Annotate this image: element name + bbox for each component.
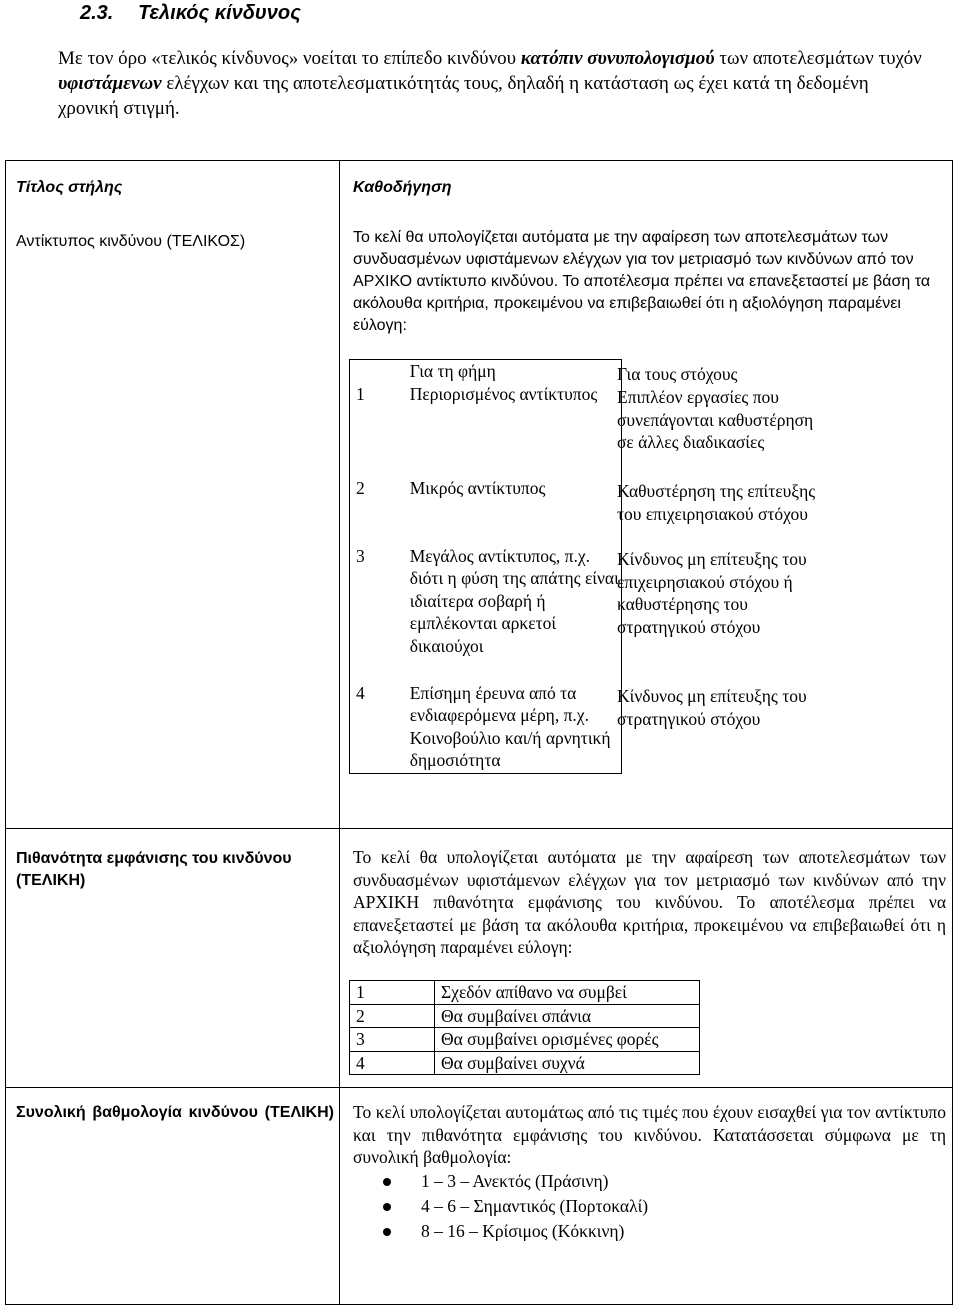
impact-reputation-2: Μικρός αντίκτυπος: [409, 477, 546, 498]
section-heading: [80, 0, 301, 26]
impact-objectives-column: [617, 363, 817, 730]
likelihood-criteria-table: [349, 980, 700, 1075]
bullet-icon: [383, 1203, 391, 1211]
score-bullets: [353, 1170, 853, 1245]
row-text-likelihood: Το κελί θα υπολογίζεται αυτόματα με την αφαίρεση των αποτελεσμάτων των συνδυασμένων υφιστάμενων ελέγχων για τον μετριασμό των κινδύνων από την ΑΡΧΙΚΗ πιθανότητα εμφάνισης του κινδύνου. Το αποτέλεσμα πρέπει να επανεξεταστεί με βάση τα ακόλουθα κριτήρια, προκειμένου να επιβεβαιωθεί ότι η αξιολόγηση παραμένει εύλογη:: [353, 847, 946, 957]
impact-reputation-4: Επίσημη έρευνα από τα ενδιαφερόμενα μέρη, π.χ. Κοινοβούλιο και/ή αρνητική δημοσιότητα: [409, 682, 611, 770]
row-label-overall: [16, 1102, 334, 1124]
impact-objectives-4: Κίνδυνος μη επίτευξης του στρατηγικού στόχου: [617, 686, 807, 729]
row-label-impact: Αντίκτυπος κινδύνου (ΤΕΛΙΚΟΣ): [16, 233, 246, 250]
impact-header-reputation: Για τη φήμη: [409, 361, 496, 381]
impact-level-2: 2: [356, 477, 365, 498]
intro-bold-1: κατόπιν συνυπολογισμού: [520, 48, 715, 69]
row-divider: [6, 828, 952, 829]
impact-level-1: 1: [356, 383, 365, 404]
row-divider: [6, 1087, 952, 1088]
intro-paragraph: [58, 46, 926, 121]
score-bullet-1: [353, 1170, 853, 1195]
impact-level-3: 3: [356, 545, 365, 566]
likelihood-desc-4: Θα συμβαίνει συχνά: [435, 1051, 700, 1075]
impact-level-4: 4: [356, 682, 365, 703]
likelihood-level-4: 4: [350, 1051, 435, 1075]
impact-criteria-table: [349, 359, 622, 774]
intro-text-2: των αποτελεσμάτων τυχόν: [714, 48, 922, 69]
intro-text-1: Με τον όρο «τελικός κίνδυνος» νοείται το επίπεδο κινδύνου: [58, 48, 521, 69]
impact-reputation-1: Περιορισμένος αντίκτυπος: [409, 383, 598, 404]
intro-text-3: ελέγχων και της αποτελεσματικότητάς τους, δηλαδή η κατάσταση ως έχει κατά τη δεδομένη χρονική στιγμή.: [58, 73, 869, 119]
guidance-table: [5, 160, 953, 1305]
header-guidance: Καθοδήγηση: [353, 179, 452, 196]
likelihood-desc-2: Θα συμβαίνει σπάνια: [435, 1004, 700, 1028]
impact-objectives-1: Επιπλέον εργασίες που συνεπάγονται καθυστέρηση σε άλλες διαδικασίες: [617, 387, 814, 452]
score-bullet-3: [353, 1220, 853, 1245]
likelihood-desc-1: Σχεδόν απίθανο να συμβεί: [435, 981, 700, 1005]
score-bullet-text-2: 4 – 6 – Σημαντικός (Πορτοκαλί): [421, 1196, 649, 1216]
likelihood-level-2: 2: [350, 1004, 435, 1028]
bullet-icon: [383, 1178, 391, 1186]
impact-objectives-3: Κίνδυνος μη επίτευξης του επιχειρησιακού στόχου ή καθυστέρησης του στρατηγικού στόχου: [617, 549, 807, 637]
header-column-title: Τίτλος στήλης: [16, 179, 123, 196]
likelihood-level-1: 1: [350, 981, 435, 1005]
overall-label-line: Συνολική βαθμολογία κινδύνου (ΤΕΛΙΚΗ): [16, 1104, 334, 1121]
row-text-impact: Το κελί θα υπολογίζεται αυτόματα με την αφαίρεση των αποτελεσμάτων των συνδυασμένων υφιστάμενων ελέγχων για τον μετριασμό των κινδύνων από τον ΑΡΧΙΚΟ αντίκτυπο κινδύνου. Το αποτέλεσμα πρέπει να επανεξεταστεί με βάση τα ακόλουθα κριτήρια, προκειμένου να επιβεβαιωθεί ότι η αξιολόγηση παραμένει εύλογη:: [353, 229, 931, 334]
section-title: Τελικός κίνδυνος: [138, 2, 301, 24]
impact-objectives-2: Καθυστέρηση της επίτευξης του επιχειρησιακού στόχου: [617, 481, 816, 524]
row-text-overall: Το κελί υπολογίζεται αυτομάτως από τις τιμές που έχουν εισαχθεί για τον αντίκτυπο και την πιθανότητα εμφάνισης του κινδύνου. Κατατάσσεται σύμφωνα με τη συνολική βαθμολογία:: [353, 1102, 946, 1167]
column-divider: [339, 161, 340, 1304]
impact-header-objectives: Για τους στόχους: [617, 364, 738, 384]
intro-bold-2: υφιστάμενων: [58, 73, 162, 94]
score-bullet-text-1: 1 – 3 – Ανεκτός (Πράσινη): [421, 1171, 609, 1191]
likelihood-level-3: 3: [350, 1028, 435, 1052]
row-label-likelihood: Πιθανότητα εμφάνισης του κινδύνου (ΤΕΛΙΚΗ): [16, 850, 292, 889]
section-number: 2.3.: [80, 2, 114, 24]
score-bullet-2: [353, 1195, 853, 1220]
bullet-icon: [383, 1228, 391, 1236]
score-bullet-text-3: 8 – 16 – Κρίσιμος (Κόκκινη): [421, 1221, 625, 1241]
impact-reputation-3: Μεγάλος αντίκτυπος, π.χ. διότι η φύση της απάτης είναι ιδιαίτερα σοβαρή ή εμπλέκονται αρκετοί δικαιούχοι: [409, 545, 619, 656]
likelihood-desc-3: Θα συμβαίνει ορισμένες φορές: [435, 1028, 700, 1052]
